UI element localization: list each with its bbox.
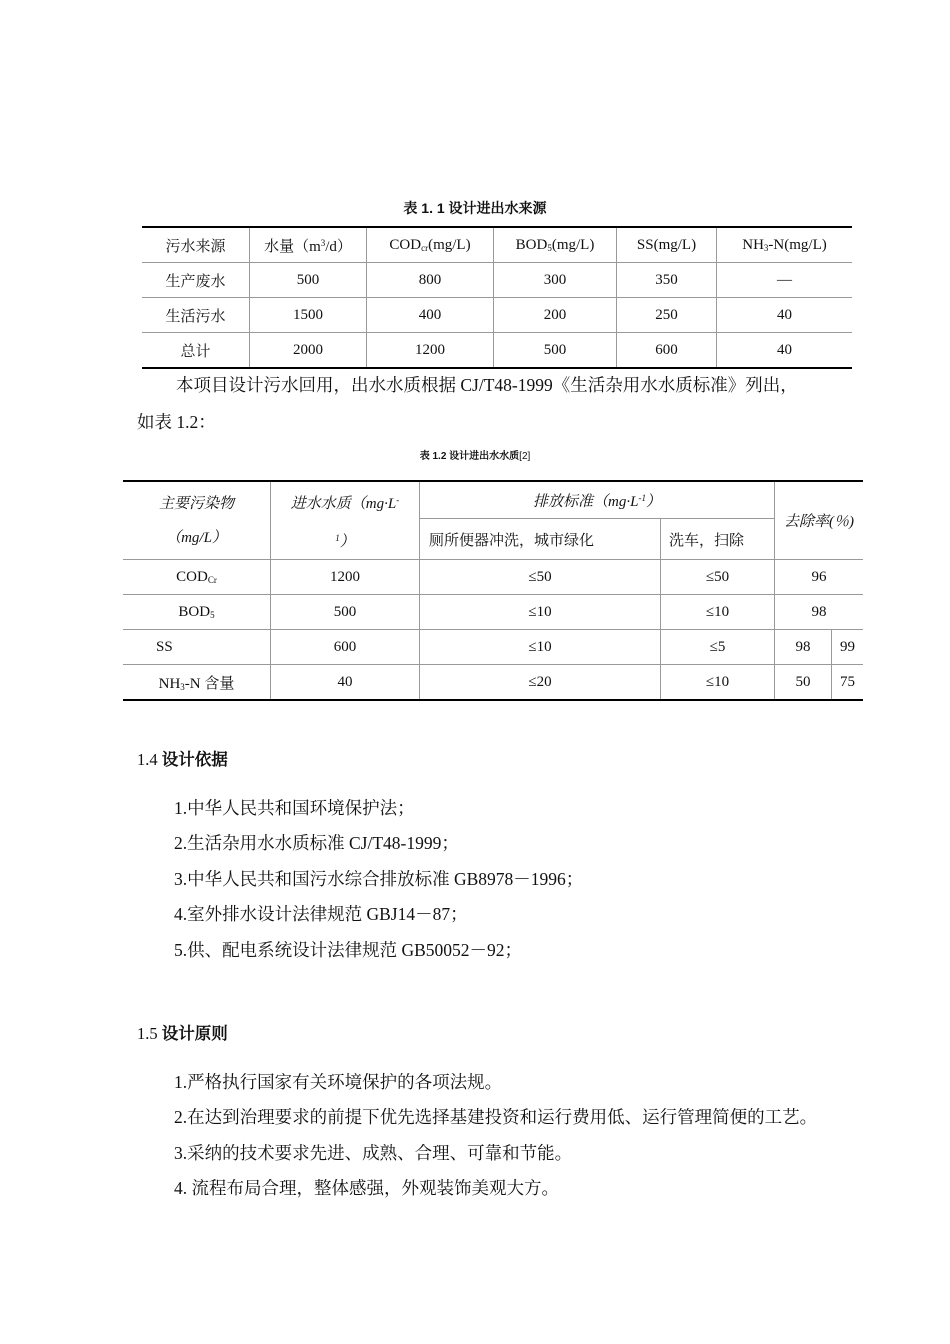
table-cell: ≤20 xyxy=(420,665,661,701)
table-cell: ≤5 xyxy=(661,630,775,665)
header-cell: $NH_3-N(mg/L)$ xyxy=(717,227,853,263)
table-cell: 40 xyxy=(717,298,853,333)
table-cell: 200 xyxy=(494,298,617,333)
table-cell: 300 xyxy=(494,263,617,298)
table-cell: 800 xyxy=(367,263,494,298)
table-cell: — xyxy=(717,263,853,298)
table-cell: 500 xyxy=(271,595,420,630)
table-cell: 生活污水 xyxy=(142,298,250,333)
table1-header-row xyxy=(142,227,852,263)
table-cell: ≤10 xyxy=(420,595,661,630)
table-cell: 98 xyxy=(775,630,832,665)
list-item: 3.中华人民共和国污水综合排放标准 GB8978－1996； xyxy=(174,869,584,889)
table-cell: 生产废水 xyxy=(142,263,250,298)
header-cell: 污水来源 xyxy=(165,238,226,255)
table-cell: $COD_{Cr}$ xyxy=(123,560,271,595)
table-cell: 1500 xyxy=(250,298,367,333)
list-item: 1.严格执行国家有关环境保护的各项法规。 xyxy=(174,1072,503,1092)
list-item: 3.采纳的技术要求先进、成熟、合理、可靠和节能。 xyxy=(174,1143,573,1163)
table-cell: 96 xyxy=(775,560,864,595)
section-heading: 1.4 设计依据 xyxy=(137,750,228,769)
header-cell: $BOD_5(mg/L)$ xyxy=(494,227,617,263)
standard-sub1: 厕所便器冲洗，城市绿化 xyxy=(420,519,661,560)
paragraph-line: 本项目设计污水回用，出水水质根据 CJ/T48-1999《生活杂用水水质标准》列出， xyxy=(176,375,798,395)
table-cell: 400 xyxy=(367,298,494,333)
influent-header: 进水水质（mg·L- $^1$） xyxy=(271,481,420,560)
table-row xyxy=(123,595,863,630)
citation-ref: [2] xyxy=(519,451,531,462)
table-cell: ≤10 xyxy=(661,595,775,630)
list-item: 2.生活杂用水水质标准 CJ/T48-1999； xyxy=(174,833,459,853)
list-item: 4.室外排水设计法律规范 GBJ14－87； xyxy=(174,904,468,924)
table-cell: 500 xyxy=(494,333,617,369)
table2-header-row xyxy=(123,481,863,519)
table-cell: 1200 xyxy=(367,333,494,369)
table-row xyxy=(142,263,852,298)
removal-header: 去除率(％) xyxy=(775,481,864,560)
table-cell: 40 xyxy=(717,333,853,369)
header-cell: SS(mg/L) xyxy=(617,227,717,263)
table-cell: SS xyxy=(123,630,271,665)
table-cell: 50 xyxy=(775,665,832,701)
paragraph-line: 如表 1.2： xyxy=(137,412,216,432)
table-cell: 500 xyxy=(250,263,367,298)
standard-sub2: 洗车，扫除 xyxy=(661,519,775,560)
table-cell: 总计 xyxy=(142,333,250,369)
table1 xyxy=(142,226,852,369)
table-cell: $NH_3-N$ 含量 xyxy=(123,665,271,701)
standard-header: 排放标准$(mg\cdot L^{-1})$ xyxy=(420,481,775,519)
table-row xyxy=(123,560,863,595)
table-cell: 99 xyxy=(832,630,864,665)
list-item: 2.在达到治理要求的前提下优先选择基建投资和运行费用低、运行管理简便的工艺。 xyxy=(174,1107,818,1127)
table1-caption: 表 1. 1 设计进出水来源 xyxy=(403,200,547,216)
list-item: 4. 流程布局合理，整体感强，外观装饰美观大方。 xyxy=(174,1178,559,1198)
table-cell: ≤10 xyxy=(420,630,661,665)
table-cell: 2000 xyxy=(250,333,367,369)
table2-caption: 表 1.2 设计进出水水质[2] xyxy=(419,451,531,462)
table-row xyxy=(123,665,863,701)
table-cell: 1200 xyxy=(271,560,420,595)
table-cell: $BOD_5$ xyxy=(123,595,271,630)
table-cell: 600 xyxy=(271,630,420,665)
table-cell: ≤50 xyxy=(661,560,775,595)
table-cell: 75 xyxy=(832,665,864,701)
table-cell: 600 xyxy=(617,333,717,369)
table-cell: 250 xyxy=(617,298,717,333)
list-item: 5.供、配电系统设计法律规范 GB50052－92； xyxy=(174,940,523,960)
pollutant-header: 主要污染物 （mg/L） xyxy=(123,481,271,560)
table-cell: ≤50 xyxy=(420,560,661,595)
table-cell: 350 xyxy=(617,263,717,298)
header-cell: 水量$(m^3/d)$ xyxy=(250,227,367,263)
table-cell: 40 xyxy=(271,665,420,701)
table-cell: ≤10 xyxy=(661,665,775,701)
table-row xyxy=(142,333,852,369)
list-item: 1.中华人民共和国环境保护法； xyxy=(174,798,415,818)
table-row xyxy=(123,630,863,665)
table-row xyxy=(142,298,852,333)
table-cell: 98 xyxy=(775,595,864,630)
table2 xyxy=(123,480,863,701)
header-cell: $COD_{cr}(mg/L)$ xyxy=(367,227,494,263)
section-heading: 1.5 设计原则 xyxy=(137,1024,228,1043)
